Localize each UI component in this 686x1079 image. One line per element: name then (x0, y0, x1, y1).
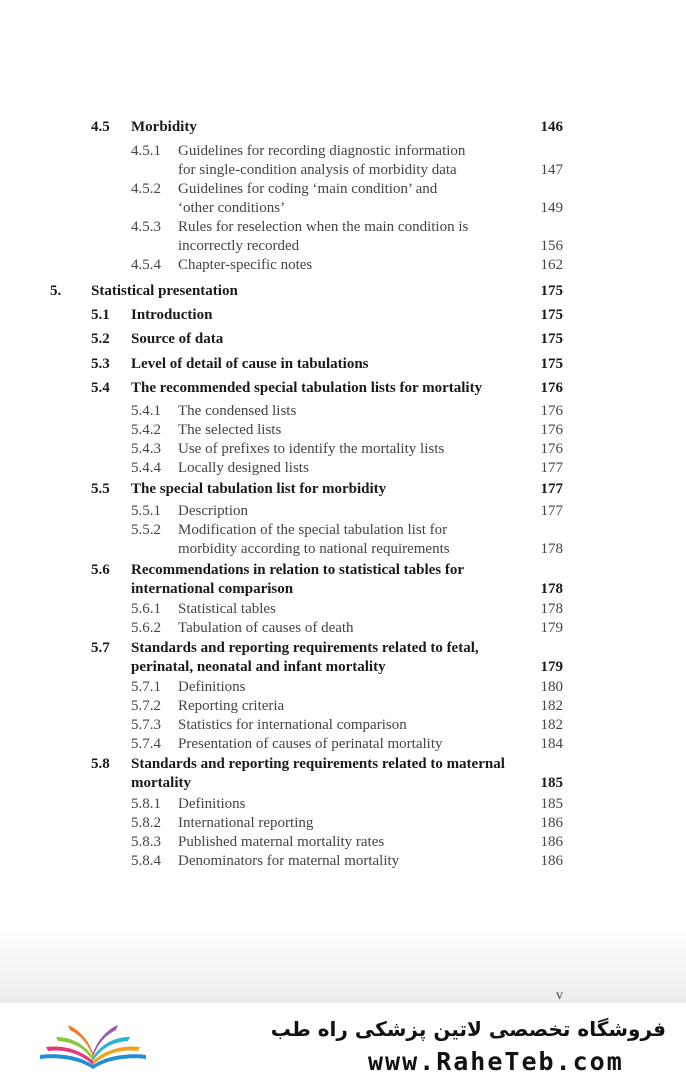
toc-entry-page: 147 (540, 162, 563, 178)
toc-entry[interactable] (0, 735, 563, 754)
toc-entry-page: 185 (540, 796, 563, 812)
page-number: v (556, 988, 563, 1003)
toc-entry-number: 5.8.1 (131, 796, 161, 812)
toc-entry-number: 5.8.3 (131, 834, 161, 850)
toc-entry-number: 5.1 (91, 307, 110, 323)
toc-entry-page: 162 (540, 257, 563, 273)
toc-entry-number: 5.4.1 (131, 403, 161, 419)
toc-entry-page: 175 (540, 331, 563, 347)
toc-entry-title: International reporting (178, 815, 314, 831)
toc-entry[interactable] (0, 833, 563, 852)
toc-entry-page: 179 (540, 659, 563, 675)
toc-entry-number: 5.4 (91, 380, 110, 396)
toc-entry-title: Level of detail of cause in tabulations (131, 356, 369, 372)
toc-entry-number: 5.4.3 (131, 441, 161, 457)
toc-entry-page: 178 (540, 601, 563, 617)
toc-entry-title: Statistical presentation (91, 283, 238, 299)
toc-entry-number: 5.8 (91, 756, 110, 772)
toc-entry[interactable] (0, 421, 563, 440)
toc-entry-title: Description (178, 503, 248, 519)
toc-entry-title: morbidity according to national requirements (178, 541, 450, 557)
toc-entry-number: 4.5.3 (131, 219, 161, 235)
toc-entry-title: mortality (131, 775, 191, 791)
toc-entry-page: 176 (540, 422, 563, 438)
toc-entry[interactable] (0, 678, 563, 697)
toc-entry[interactable] (0, 600, 563, 619)
toc-entry-title: The selected lists (178, 422, 282, 438)
toc-entry-title: Morbidity (131, 119, 197, 135)
toc-entry[interactable] (0, 561, 563, 599)
toc-entry-number: 5.4.2 (131, 422, 161, 438)
toc-entry-page: 177 (540, 460, 563, 476)
toc-entry-page: 186 (540, 815, 563, 831)
toc-entry-title: perinatal, neonatal and infant mortality (131, 659, 386, 675)
toc-entry-page: 186 (540, 834, 563, 850)
toc-entry-title: The condensed lists (178, 403, 297, 419)
toc-entry-title: Source of data (131, 331, 224, 347)
toc-entry-page: 186 (540, 853, 563, 869)
toc-entry-title: Guidelines for coding ‘main condition’ and (178, 181, 438, 197)
toc-entry[interactable] (0, 480, 563, 499)
toc-entry-title: Introduction (131, 307, 213, 323)
toc-entry[interactable] (0, 639, 563, 677)
toc-entry[interactable] (0, 330, 563, 349)
website-url-link[interactable]: www.RaheTeb.com (368, 1047, 624, 1076)
toc-entry-page: 178 (540, 541, 563, 557)
toc-entry-page: 175 (540, 307, 563, 323)
toc-entry[interactable] (0, 306, 563, 325)
publisher-footer (0, 1003, 686, 1079)
toc-entry[interactable] (0, 180, 563, 218)
toc-entry[interactable] (0, 142, 563, 180)
toc-entry-page: 177 (540, 481, 563, 497)
toc-entry-number: 5.6 (91, 562, 110, 578)
toc-entry-number: 5.7 (91, 640, 110, 656)
toc-entry-page: 156 (540, 238, 563, 254)
toc-entry[interactable] (0, 459, 563, 478)
toc-entry[interactable] (0, 619, 563, 638)
toc-entry-page: 184 (540, 736, 563, 752)
toc-entry[interactable] (0, 716, 563, 735)
toc-entry-number: 5.4.4 (131, 460, 161, 476)
toc-entry[interactable] (0, 814, 563, 833)
toc-entry-number: 5.5.2 (131, 522, 161, 538)
toc-entry-title: Published maternal mortality rates (178, 834, 385, 850)
toc-entry-number: 5.7.3 (131, 717, 161, 733)
toc-entry-title: Statistics for international comparison (178, 717, 407, 733)
toc-entry-number: 5.5 (91, 481, 110, 497)
toc-entry-title: international comparison (131, 581, 294, 597)
toc-entry[interactable] (0, 502, 563, 521)
toc-entry-title: Recommendations in relation to statistical tables for (131, 562, 465, 578)
shop-name-text: فروشگاه تخصصی لاتین پزشکی راه طب (270, 1017, 666, 1041)
toc-entry-title: The special tabulation list for morbidity (131, 481, 387, 497)
toc-entry-number: 5.7.1 (131, 679, 161, 695)
toc-entry-number: 4.5.2 (131, 181, 161, 197)
toc-entry[interactable] (0, 355, 563, 374)
toc-entry-number: 4.5.1 (131, 143, 161, 159)
toc-entry-page: 176 (540, 380, 563, 396)
toc-entry-number: 4.5 (91, 119, 110, 135)
toc-entry-page: 178 (540, 581, 563, 597)
toc-entry-title: incorrectly recorded (178, 238, 300, 254)
toc-entry-number: 5.3 (91, 356, 110, 372)
toc-entry-title: Definitions (178, 679, 246, 695)
toc-entry[interactable] (0, 440, 563, 459)
toc-entry[interactable] (0, 218, 563, 256)
toc-entry-title: Reporting criteria (178, 698, 285, 714)
toc-entry-number: 5.8.2 (131, 815, 161, 831)
toc-entry[interactable] (0, 379, 563, 398)
toc-entry-title: The recommended special tabulation lists for mortality (131, 380, 483, 396)
toc-entry-page: 180 (540, 679, 563, 695)
toc-entry-title: Denominators for maternal mortality (178, 853, 400, 869)
toc-entry-page: 175 (540, 283, 563, 299)
toc-entry[interactable] (0, 795, 563, 814)
toc-entry-title: Definitions (178, 796, 246, 812)
toc-entry[interactable] (0, 118, 563, 137)
toc-entry-number: 5.6.1 (131, 601, 161, 617)
toc-entry-page: 177 (540, 503, 563, 519)
toc-entry[interactable] (0, 521, 563, 559)
toc-entry[interactable] (0, 755, 563, 793)
toc-entry-number: 5.5.1 (131, 503, 161, 519)
toc-entry-page: 146 (540, 119, 563, 135)
toc-entry-number: 5.7.2 (131, 698, 161, 714)
toc-entry-title: Statistical tables (178, 601, 276, 617)
toc-entry-title: Guidelines for recording diagnostic information (178, 143, 466, 159)
toc-entry-title: Modification of the special tabulation list for (178, 522, 448, 538)
toc-entry-title: Tabulation of causes of death (178, 620, 354, 636)
toc-entry-title: Standards and reporting requirements related to fetal, (131, 640, 479, 656)
toc-entry-page: 175 (540, 356, 563, 372)
toc-entry-page: 182 (540, 717, 563, 733)
toc-entry-number: 5.8.4 (131, 853, 161, 869)
toc-entry-number: 5. (50, 283, 62, 299)
toc-entry-page: 176 (540, 403, 563, 419)
toc-entry[interactable] (0, 697, 563, 716)
toc-entry-number: 4.5.4 (131, 257, 161, 273)
toc-entry-title: for single-condition analysis of morbidity data (178, 162, 457, 178)
toc-entry-page: 179 (540, 620, 563, 636)
toc-entry-page: 182 (540, 698, 563, 714)
toc-entry[interactable] (0, 402, 563, 421)
toc-entry-page: 176 (540, 441, 563, 457)
toc-entry-title: Standards and reporting requirements related to maternal (131, 756, 505, 772)
toc-entry-number: 5.6.2 (131, 620, 161, 636)
toc-entry-title: Use of prefixes to identify the mortality lists (178, 441, 445, 457)
toc-entry[interactable] (0, 256, 563, 275)
toc-entry-title: Locally designed lists (178, 460, 309, 476)
toc-entry-page: 149 (540, 200, 563, 216)
open-book-logo-icon (38, 1015, 148, 1070)
toc-entry-title: Presentation of causes of perinatal mortality (178, 736, 443, 752)
toc-entry-title: Rules for reselection when the main condition is (178, 219, 469, 235)
toc-entry-title: Chapter-specific notes (178, 257, 313, 273)
toc-entry-number: 5.2 (91, 331, 110, 347)
toc-entry-page: 185 (540, 775, 563, 791)
toc-entry[interactable] (0, 852, 563, 871)
toc-entry-number: 5.7.4 (131, 736, 161, 752)
toc-entry[interactable] (0, 282, 563, 301)
toc-entry-title: ‘other conditions’ (178, 200, 286, 216)
